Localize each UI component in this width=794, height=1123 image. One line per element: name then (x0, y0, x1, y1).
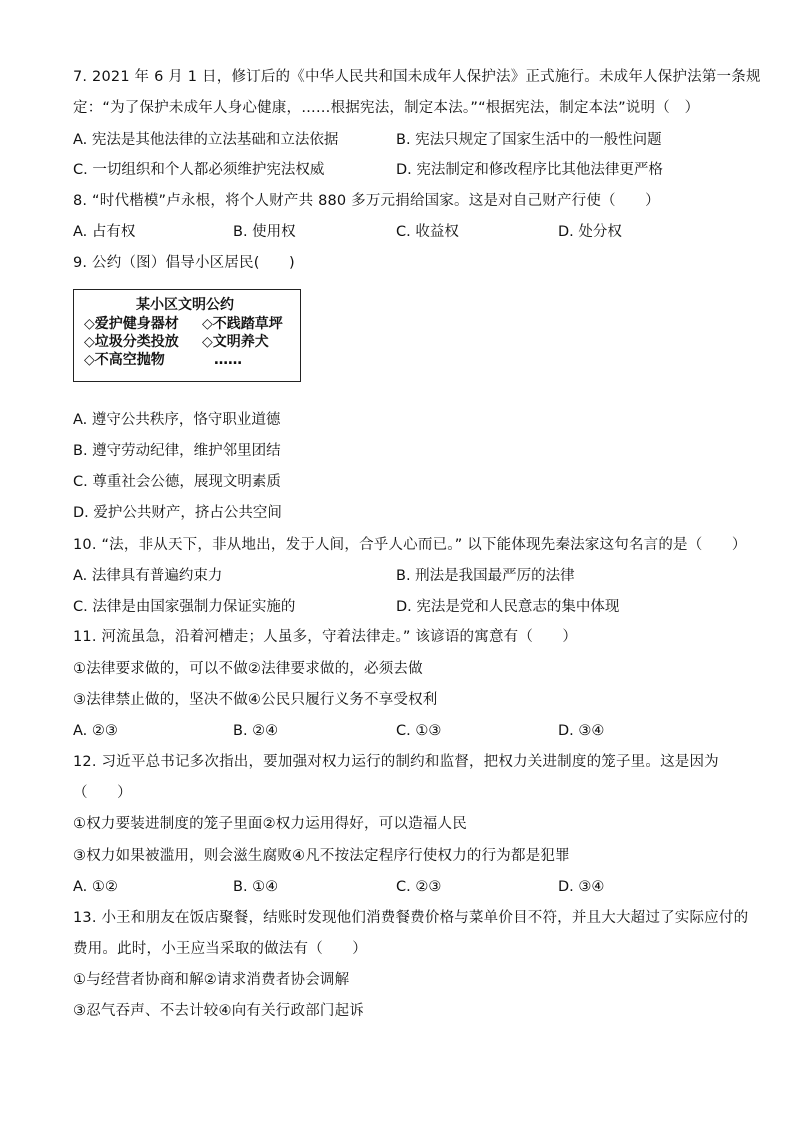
convention-item: ◇垃圾分类投放 (84, 334, 179, 350)
q11-statements-2: ③法律禁止做的，坚决不做④公民只履行义务不享受权利 (73, 692, 438, 708)
q13-statements-2: ③忍气吞声、不去计较④向有关行政部门起诉 (73, 1003, 364, 1019)
q10-option-c[interactable]: C. 法律是由国家强制力保证实施的 (73, 599, 296, 615)
q12-statements-2: ③权力如果被滥用，则会滋生腐败④凡不按法定程序行使权力的行为都是犯罪 (73, 848, 570, 864)
q7-stem-line2: 定：“为了保护未成年人身心健康，……根据宪法，制定本法。”“根据宪法，制定本法”说明（ ） (73, 100, 700, 116)
q11-statements-1: ①法律要求做的，可以不做②法律要求做的，必须去做 (73, 661, 423, 677)
q12-option-b[interactable]: B. ①④ (233, 879, 279, 895)
q11-option-a[interactable]: A. ②③ (73, 723, 118, 739)
convention-item: ◇文明养犬 (202, 334, 269, 350)
q12-option-a[interactable]: A. ①② (73, 879, 118, 895)
convention-item: ◇不高空抛物 (84, 352, 165, 368)
convention-title: 某小区文明公约 (136, 297, 234, 313)
q11-option-b[interactable]: B. ②④ (233, 723, 279, 739)
q11-option-c[interactable]: C. ①③ (396, 723, 442, 739)
q10-option-b[interactable]: B. 刑法是我国最严厉的法律 (396, 568, 575, 584)
q11-stem: 11. 河流虽急，沿着河槽走；人虽多，守着法律走。” 该谚语的寓意有（ ） (73, 629, 578, 645)
q9-option-b[interactable]: B. 遵守劳动纪律，维护邻里团结 (73, 443, 281, 459)
q7-stem-line1: 7. 2021 年 6 月 1 日，修订后的《中华人民共和国未成年人保护法》正式施行。未成年人保护法第一条规 (73, 69, 761, 85)
q11-option-d[interactable]: D. ③④ (558, 723, 605, 739)
q12-stem-line2: （ ） (73, 785, 132, 801)
q12-option-d[interactable]: D. ③④ (558, 879, 605, 895)
q12-option-c[interactable]: C. ②③ (396, 879, 442, 895)
q8-stem: 8. “时代楷模”卢永根，将个人财产共 880 多万元捐给国家。这是对自己财产行使（ ） (73, 193, 660, 209)
q13-statements-1: ①与经营者协商和解②请求消费者协会调解 (73, 972, 350, 988)
q12-statements-1: ①权力要装进制度的笼子里面②权力运用得好，可以造福人民 (73, 816, 467, 832)
q8-option-d[interactable]: D. 处分权 (558, 224, 622, 240)
q7-option-b[interactable]: B. 宪法只规定了国家生活中的一般性问题 (396, 132, 662, 148)
q10-option-a[interactable]: A. 法律具有普遍约束力 (73, 568, 223, 584)
q7-option-a[interactable]: A. 宪法是其他法律的立法基础和立法依据 (73, 132, 339, 148)
convention-item: ◇不践踏草坪 (202, 316, 283, 332)
q9-option-d[interactable]: D. 爱护公共财产，挤占公共空间 (73, 505, 282, 521)
q13-stem-line2: 费用。此时，小王应当采取的做法有（ ） (73, 941, 367, 957)
q10-stem: 10. “法，非从天下，非从地出，发于人间，合乎人心而已。” 以下能体现先秦法家这句名言的是（ ） (73, 537, 747, 553)
convention-item: ◇爱护健身器材 (84, 316, 179, 332)
civility-convention-box (73, 289, 301, 382)
q10-option-d[interactable]: D. 宪法是党和人民意志的集中体现 (396, 599, 620, 615)
q8-option-c[interactable]: C. 收益权 (396, 224, 459, 240)
q7-option-d[interactable]: D. 宪法制定和修改程序比其他法律更严格 (396, 162, 663, 178)
q12-stem-line1: 12. 习近平总书记多次指出，要加强对权力运行的制约和监督，把权力关进制度的笼子里。这是因为 (73, 754, 719, 770)
convention-ellipsis: …… (214, 352, 242, 368)
q13-stem-line1: 13. 小王和朋友在饭店聚餐，结账时发现他们消费餐费价格与菜单价目不符，并且大大超过了实际应付的 (73, 910, 749, 926)
q9-option-c[interactable]: C. 尊重社会公德，展现文明素质 (73, 474, 281, 490)
q8-option-a[interactable]: A. 占有权 (73, 224, 136, 240)
q9-stem: 9. 公约（图）倡导小区居民( ) (73, 255, 295, 271)
q7-option-c[interactable]: C. 一切组织和个人都必须维护宪法权威 (73, 162, 325, 178)
q9-option-a[interactable]: A. 遵守公共秩序，恪守职业道德 (73, 412, 281, 428)
q8-option-b[interactable]: B. 使用权 (233, 224, 296, 240)
